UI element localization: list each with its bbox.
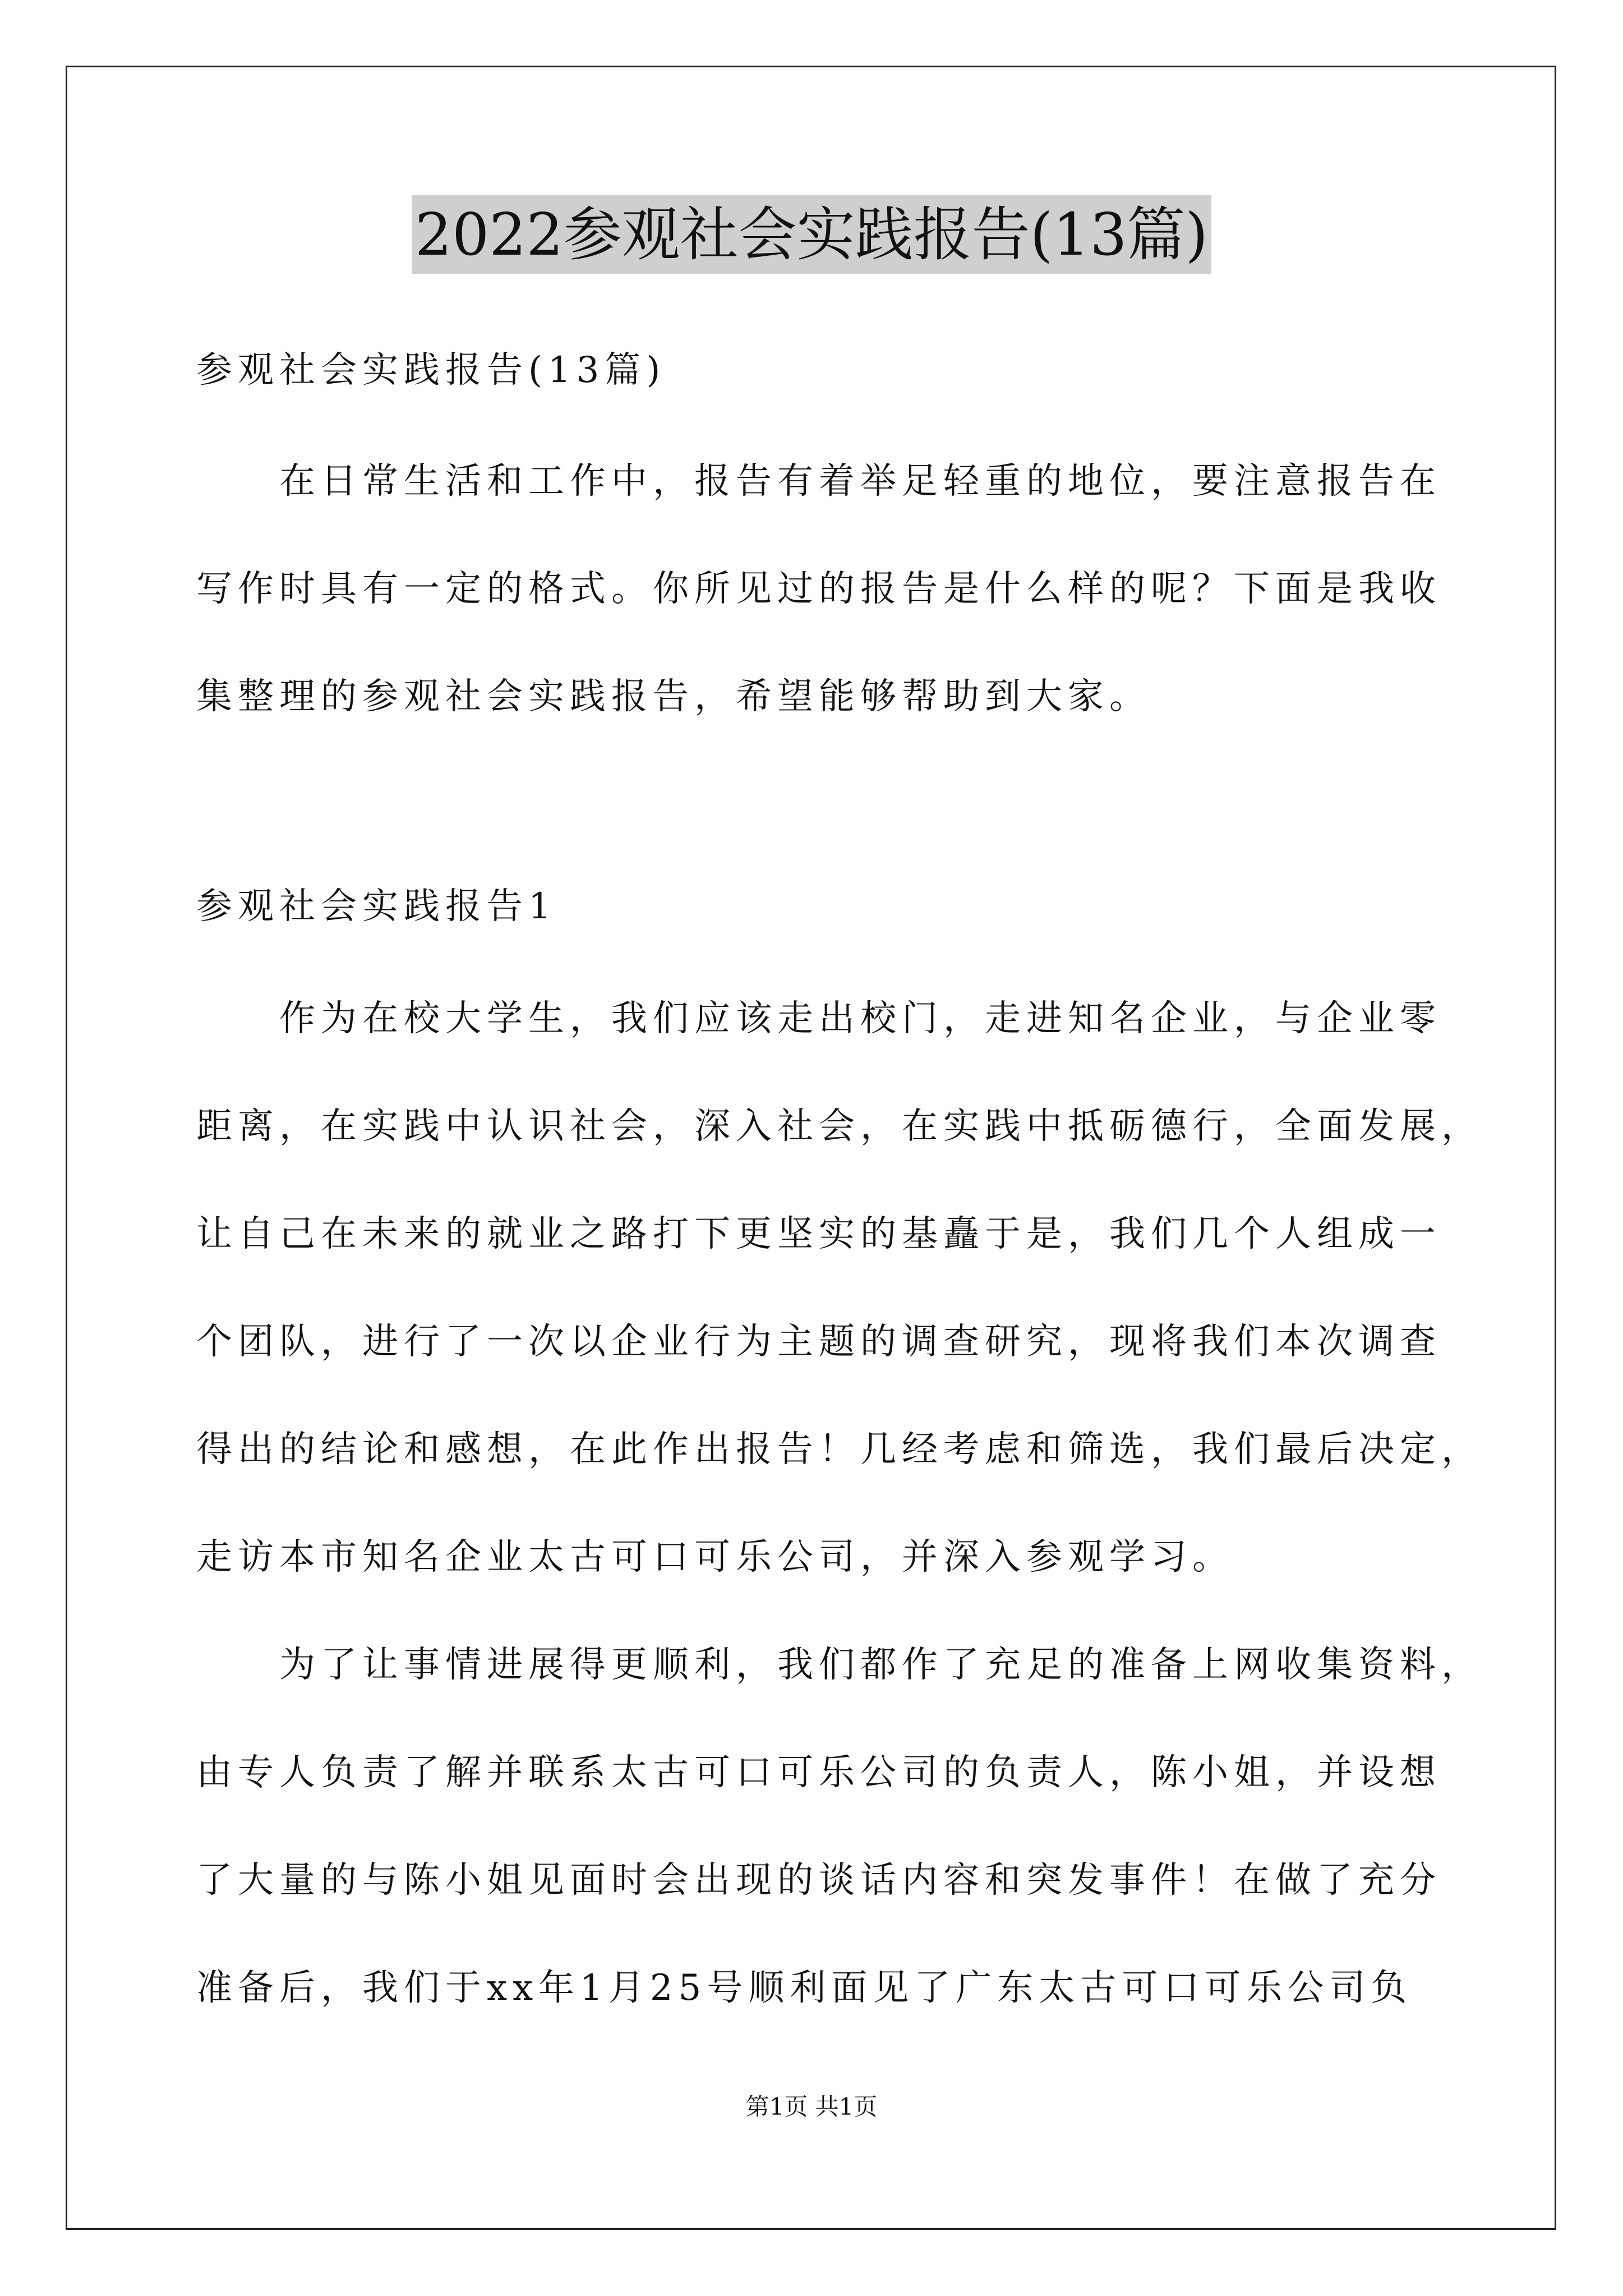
paragraph-line: 作为在校大学生，我们应该走出校门，走进知名企业，与企业零 <box>279 998 1441 1039</box>
title-wrap <box>0 195 1623 274</box>
document-title: 2022参观社会实践报告(13篇) <box>412 195 1211 274</box>
intro-line: 写作时具有一定的格式。你所见过的报告是什么样的呢？下面是我收 <box>196 568 1441 610</box>
paragraph-line: 由专人负责了解并联系太古可口可乐公司的负责人，陈小姐，并设想 <box>196 1752 1441 1793</box>
intro-line: 在日常生活和工作中，报告有着举足轻重的地位，要注意报告在 <box>279 461 1441 502</box>
paragraph-line: 个团队，进行了一次以企业行为主题的调查研究，现将我们本次调查 <box>196 1321 1441 1363</box>
intro-line: 集整理的参观社会实践报告，希望能够帮助到大家。 <box>196 676 1151 717</box>
document-subtitle: 参观社会实践报告(13篇) <box>196 349 666 391</box>
page-footer: 第1页 共1页 <box>745 2093 878 2120</box>
paragraph-line: 得出的结论和感想，在此作出报告！几经考虑和筛选，我们最后决定， <box>196 1429 1483 1470</box>
paragraph-line: 准备后，我们于xx年1月25号顺利面见了广东太古可口可乐公司负 <box>196 1967 1413 2009</box>
paragraph-line: 距离，在实践中认识社会，深入社会，在实践中抵砺德行，全面发展， <box>196 1106 1483 1147</box>
paragraph-line: 走访本市知名企业太古可口可乐公司，并深入参观学习。 <box>196 1536 1234 1578</box>
section-heading: 参观社会实践报告1 <box>196 886 557 927</box>
paragraph-line: 为了让事情进展得更顺利，我们都作了充足的准备上网收集资料， <box>279 1644 1483 1686</box>
paragraph-line: 让自己在未来的就业之路打下更坚实的基矗于是，我们几个人组成一 <box>196 1213 1441 1255</box>
paragraph-line: 了大量的与陈小姐见面时会出现的谈话内容和突发事件！在做了充分 <box>196 1860 1441 1901</box>
